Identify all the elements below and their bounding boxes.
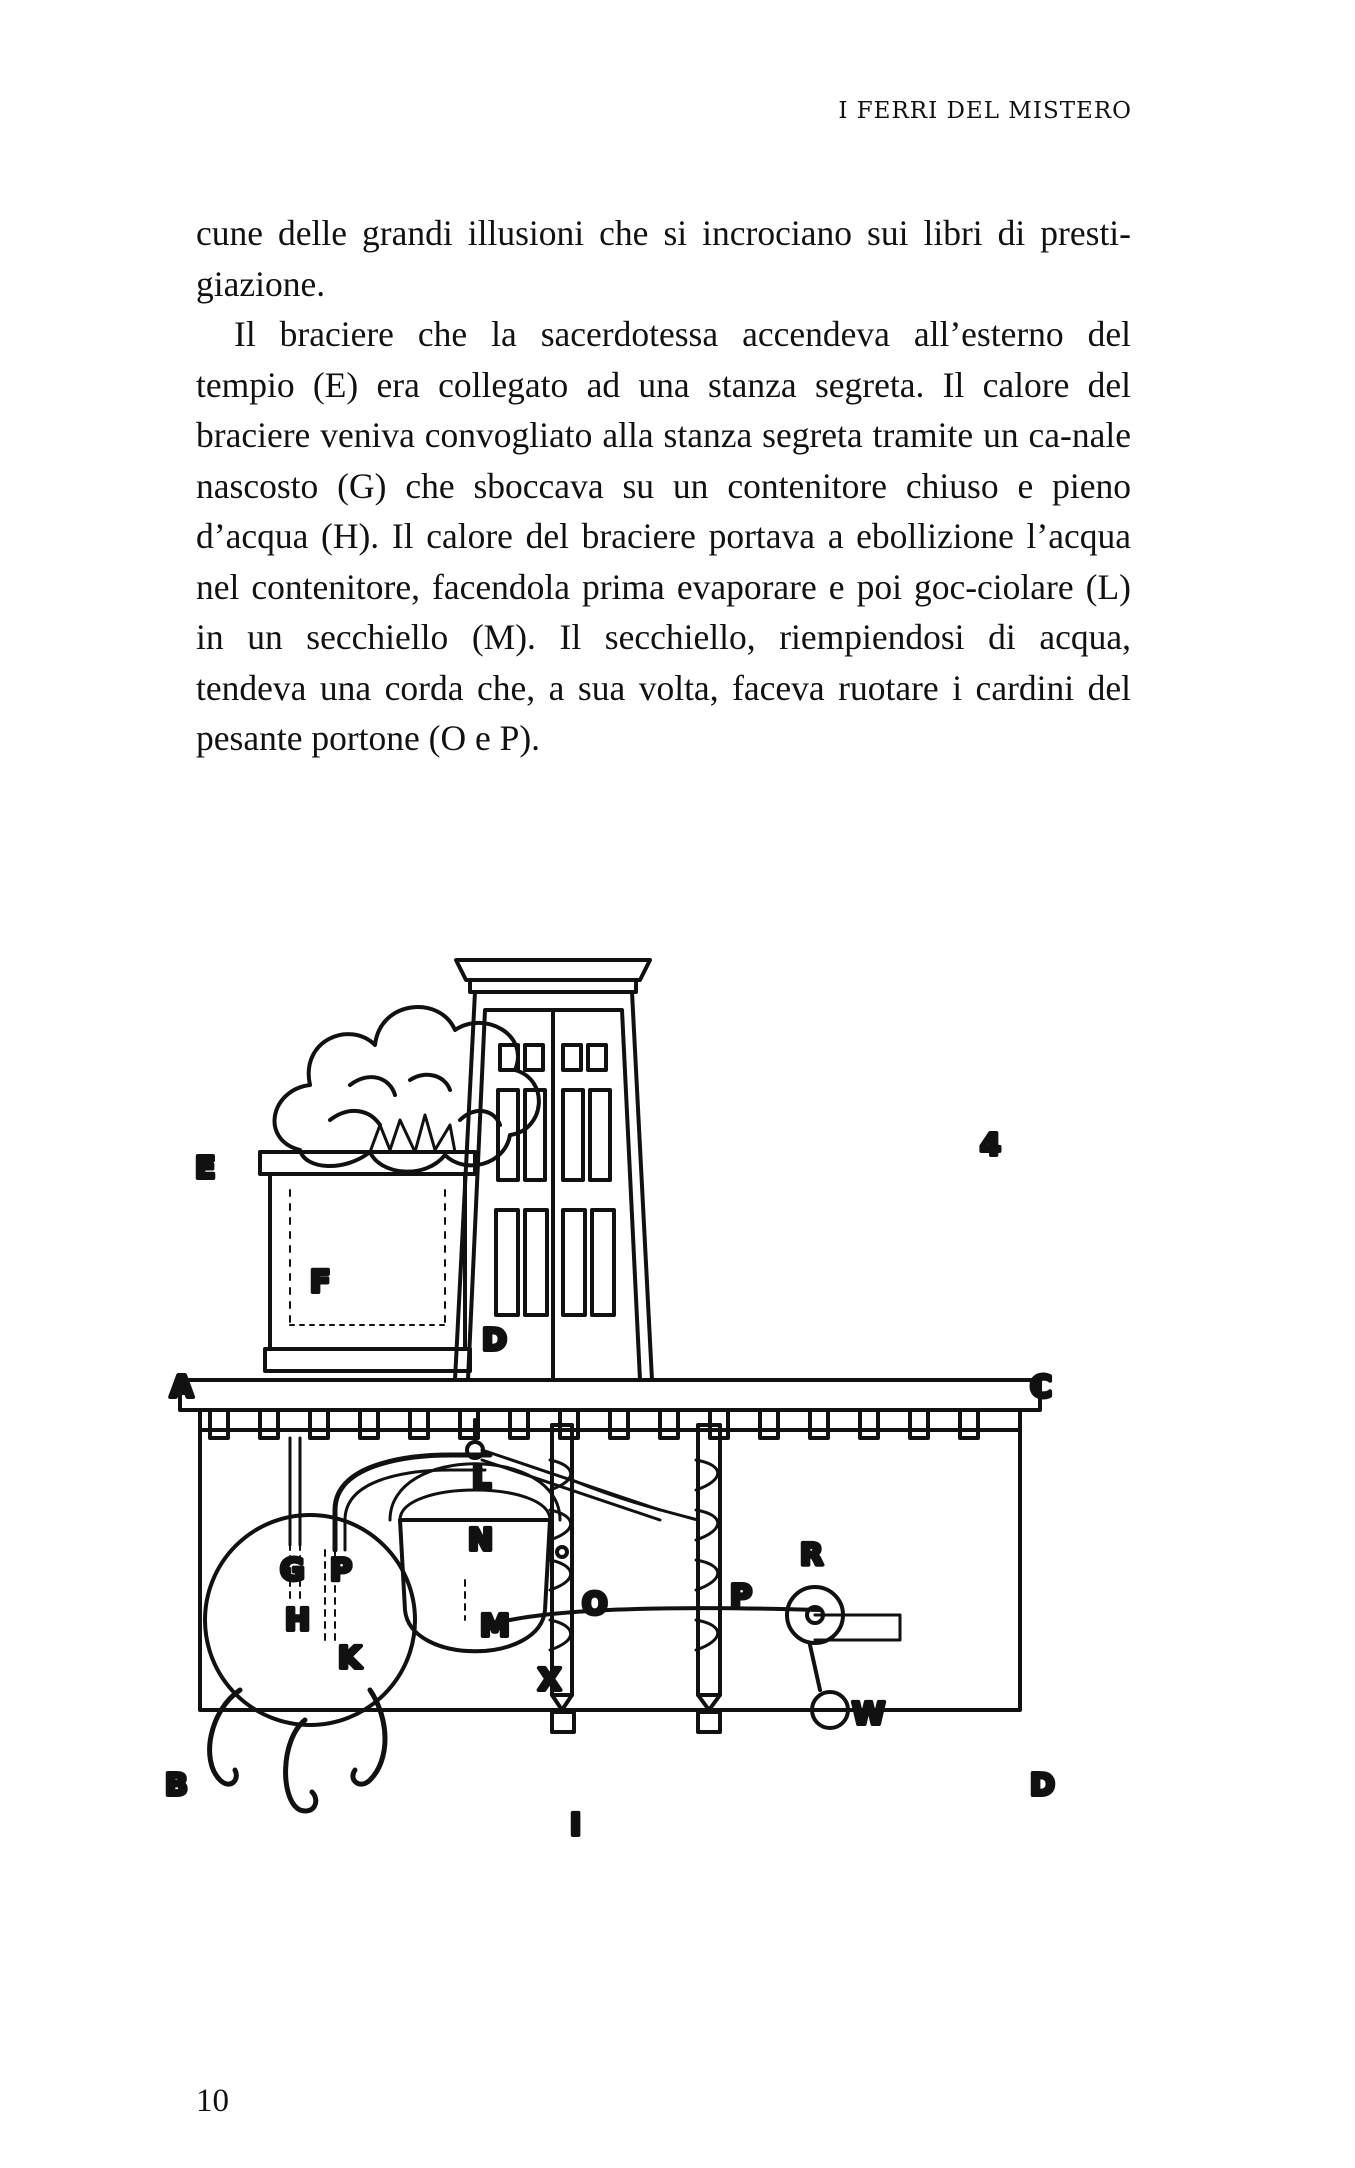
figure-label-n: N: [468, 1523, 494, 1558]
boiler-sphere: [205, 1515, 415, 1811]
figure-label-k: K: [338, 1641, 362, 1676]
temple-door-mechanism-figure: [165, 920, 1120, 1980]
figure-label-d-top: D: [482, 1323, 507, 1358]
figure-label-c: C: [1030, 1370, 1053, 1405]
figure-number: 4: [980, 1128, 1001, 1163]
floor-platform: [180, 1380, 1040, 1710]
running-head: I FERRI DEL MISTERO: [838, 98, 1132, 124]
figure-label-i: I: [570, 1808, 582, 1843]
temple-door: [455, 960, 652, 1380]
figure-label-h: H: [285, 1603, 311, 1638]
figure-label-d-bottom: D: [1030, 1768, 1055, 1803]
figure-label-f: F: [310, 1265, 331, 1300]
altar: [260, 1152, 475, 1371]
figure-label-e: E: [195, 1151, 216, 1186]
figure-label-r: R: [800, 1538, 824, 1573]
figure-label-m: M: [480, 1609, 510, 1644]
figure-label-b: B: [165, 1768, 188, 1803]
figure-label-p: P: [730, 1579, 752, 1614]
figure-label-x: X: [538, 1663, 562, 1698]
figure-label-l: L: [472, 1461, 492, 1496]
paragraph-1: cune delle grandi illusioni che si incrociano sui libri di presti-giazione.: [196, 213, 1131, 304]
paragraph-2: Il braciere che la sacerdotessa accendeva all’esterno del tempio (E) era collegato ad una stanza segreta. Il calore del braciere veniva convogliato alla stanza segreta tramite un ca-nale nascosto (G) che sboccava su un contenitore chiuso e pieno d’acqua (H). Il calore del braciere portava a ebollizione l’acqua nel contenitore, facendola prima evaporare e poi goc-ciolare (L) in un secchiello (M). Il secchiello, riempiendosi di acqua, tendeva una corda che, a sua volta, faceva ruotare i cardini del pesante portone (O e P).: [196, 314, 1131, 758]
page-number: 10: [196, 2083, 229, 2119]
body-text: [196, 208, 1131, 764]
figure-label-p-small: P: [330, 1553, 352, 1588]
figure-label-a: A: [170, 1370, 194, 1405]
figure-label-w: W: [852, 1697, 886, 1732]
figure-label-o: O: [582, 1587, 608, 1622]
figure-label-g: G: [280, 1553, 305, 1588]
shaft-p: [696, 1425, 720, 1732]
